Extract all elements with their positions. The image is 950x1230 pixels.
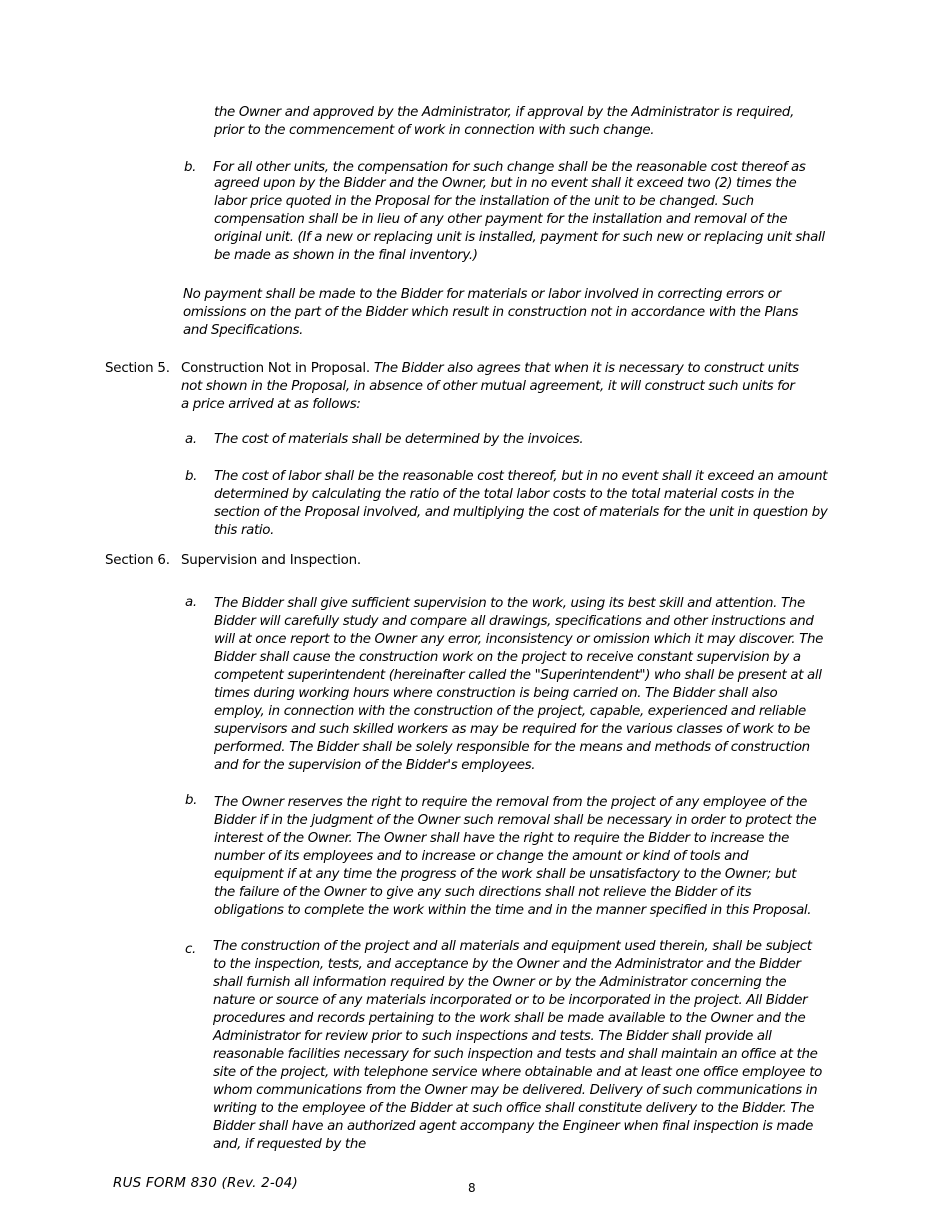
section6-item-b: The Owner reserves the right to require the removal from the project of any employee of the Bidder if in the judgment of the Owner such removal shall be necessary in order to protect the interest of the Owner. The Owner shall have the right to require the Bidder to increase the number of its employees and to increase or change the amount or kind of tools and equipment if at any time the progress of the work shall be unsatisfactory to the Owner; but the failure of the Owner to give any such directions shall not relieve the Bidder of its obligations to complete the work within the time and in the manner specified in this Proposal. bbox=[214, 795, 817, 918]
item-b-marker: b. bbox=[184, 160, 197, 175]
footer-form-label: RUS FORM 830 (Rev. 2-04) bbox=[113, 1175, 299, 1191]
section6-item-a: The Bidder shall give sufficient supervision to the work, using its best skill and attention. The Bidder will carefully study and compare all drawings, specifications and other instructions and will at once report to the Owner any error, inconsistency or omission which it may discover. The Bidder shall cause the construction work on the project to receive constant supervision by a competent superintendent (hereinafter called the "Superintendent") who shall be present at all times during working hours where construction is being carried on. The Bidder shall also employ, in connection with the construction of the project, capable, experienced and reliable supervisors and such skilled workers as may be required for the various classes of work to be performed. The Bidder shall be solely responsible for the means and methods of construction and for the supervision of the Bidder's employees. bbox=[214, 596, 823, 773]
no-payment-paragraph: No payment shall be made to the Bidder for materials or labor involved in correcting errors or omissions on the part of the Bidder which result in construction not in accordance with the Plans and Specifications. bbox=[183, 287, 799, 338]
section5-number: Section 5. bbox=[105, 361, 170, 376]
section6-item-b-marker: b. bbox=[185, 793, 198, 808]
section5-item-b: The cost of labor shall be the reasonable cost thereof, but in no event shall it exceed an amount determined by calculating the ratio of the total labor costs to the total material costs in the section of the Proposal involved, and multiplying the cost of materials for the unit in question by this ratio. bbox=[214, 469, 828, 538]
section5-item-a-marker: a. bbox=[185, 432, 197, 447]
section5-title: Construction Not in Proposal. bbox=[181, 361, 370, 376]
section6-item-c-marker: c. bbox=[185, 942, 196, 957]
page-number: 8 bbox=[468, 1181, 476, 1195]
section6-title: Supervision and Inspection. bbox=[181, 553, 361, 568]
section5-paragraph bbox=[181, 360, 801, 414]
section6-item-c: The construction of the project and all materials and equipment used therein, shall be subject to the inspection, tests, and acceptance by the Owner and the Administrator and the Bidder shall furnish all information required by the Owner or by the Administrator concerning the nature or source of any materials incorporated or to be incorporated in the project. All Bidder procedures and records pertaining to the work shall be made available to the Owner and the Administrator for review prior to such inspections and tests. The Bidder shall provide all reasonable facilities necessary for such inspection and tests and shall maintain an office at the site of the project, with telephone service where obtainable and at least one office employee to whom communications from the Owner may be delivered. Delivery of such communications in writing to the employee of the Bidder at such office shall constitute delivery to the Bidder. The Bidder shall have an authorized agent accompany the Engineer when final inspection is made and, if requested by the bbox=[213, 939, 822, 1152]
continuation-paragraph: the Owner and approved by the Administrator, if approval by the Administrator is required, prior to the commencement of work in connection with such change. bbox=[214, 105, 794, 138]
section5-item-b-marker: b. bbox=[185, 469, 198, 484]
section5-item-a: The cost of materials shall be determined by the invoices. bbox=[214, 432, 584, 447]
section6-item-a-marker: a. bbox=[185, 595, 197, 610]
section6-number: Section 6. bbox=[105, 553, 170, 568]
section5-text: The Bidder also agrees that when it is necessary to construct units not shown in the Proposal, in absence of other mutual agreement, it will construct such units for a price arrived at as follows: bbox=[181, 361, 799, 412]
item-b-first-line: For all other units, the compensation for such change shall be the reasonable cost thereof as bbox=[213, 160, 806, 175]
item-b-paragraph: agreed upon by the Bidder and the Owner, but in no event shall it exceed two (2) times the labor price quoted in the Proposal for the installation of the unit to be changed. Such compensation shall be in lieu of any other payment for the installation and removal of the original unit. (If a new or replacing unit is installed, payment for such new or replacing unit shall be made as shown in the final inventory.) bbox=[214, 176, 825, 263]
